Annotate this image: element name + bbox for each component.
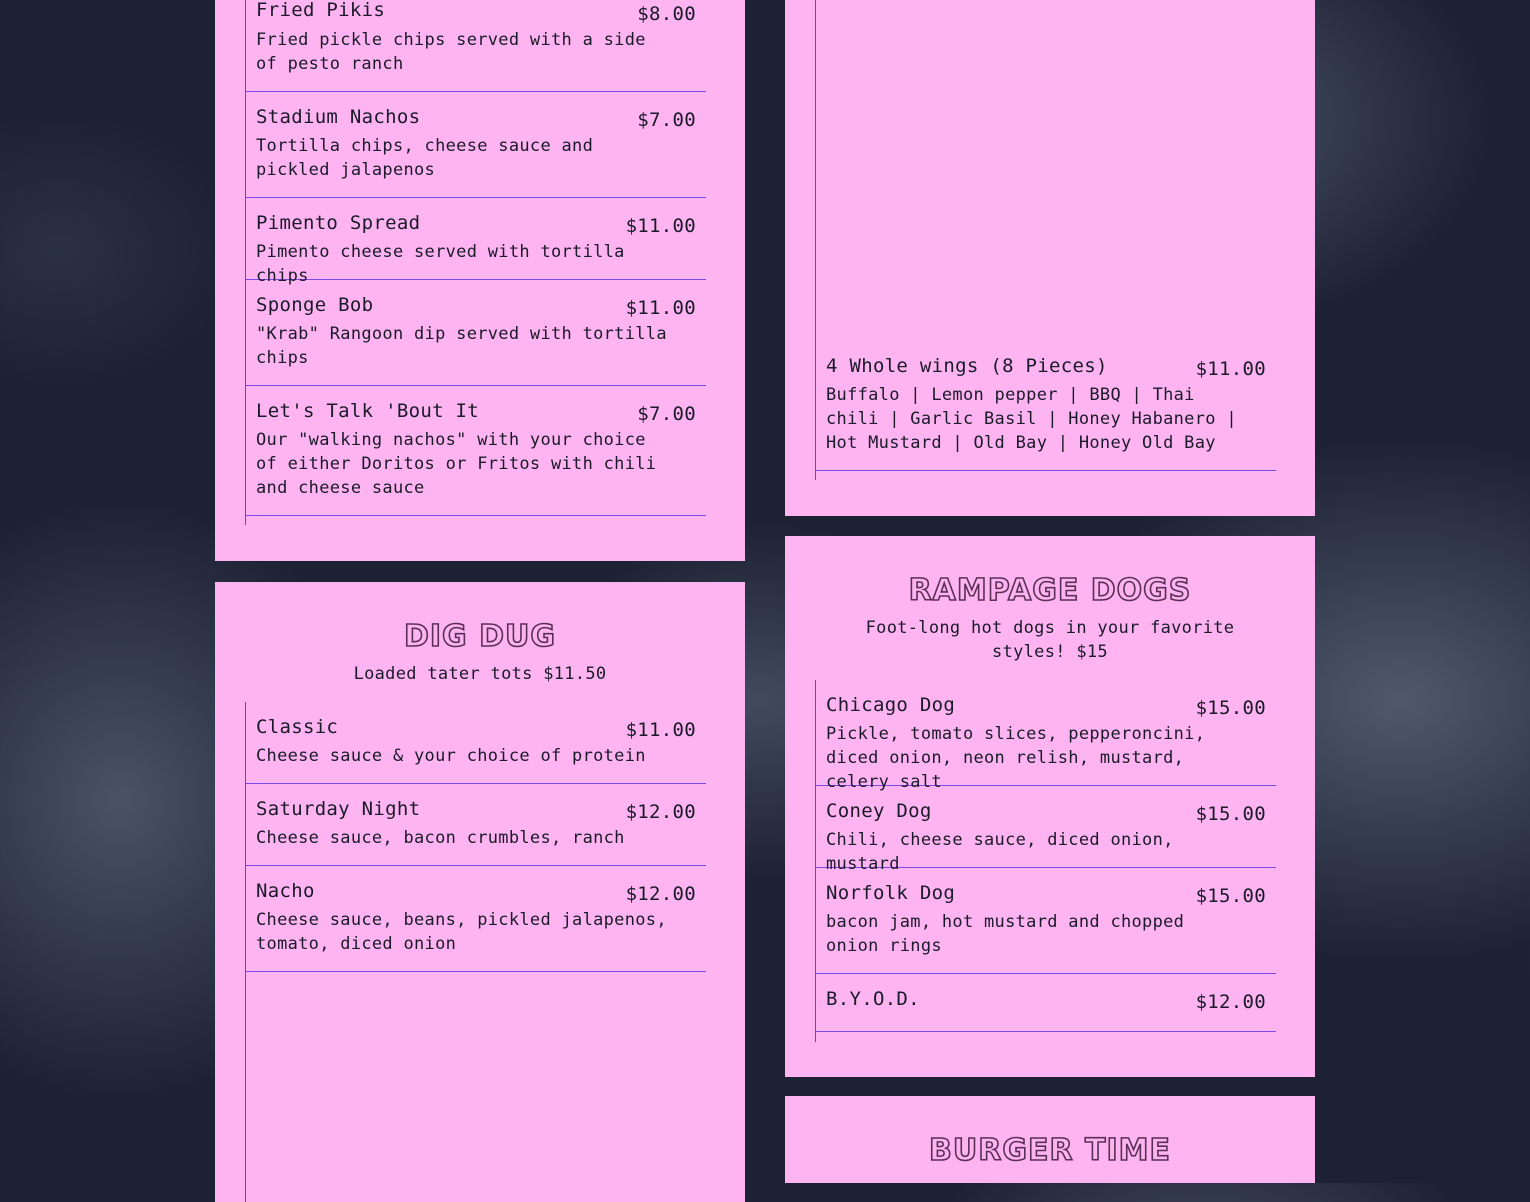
item-desc: Cheese sauce & your choice of protein — [256, 746, 646, 766]
menu-item — [246, 386, 706, 516]
item-desc: Pimento cheese served with tortilla chips — [256, 242, 625, 286]
section-subtitle: Loaded tater tots $11.50 — [353, 664, 607, 684]
dig-dug-list — [245, 702, 706, 1202]
item-desc: "Krab" Rangoon dip served with tortilla chips — [256, 324, 667, 368]
menu-item — [816, 341, 1276, 471]
item-price: $12.00 — [625, 883, 696, 905]
wings-card — [785, 0, 1315, 516]
item-name: 4 Whole wings (8 Pieces) — [826, 355, 1108, 377]
menu-item — [246, 198, 706, 286]
item-price: $15.00 — [1195, 697, 1266, 719]
item-price: $15.00 — [1195, 885, 1266, 907]
item-name: Chicago Dog — [826, 694, 956, 716]
item-desc: Tortilla chips, cheese sauce and pickled jalapenos — [256, 136, 594, 180]
item-name: B.Y.O.D. — [826, 988, 920, 1010]
starters-card — [215, 0, 745, 561]
item-price: $11.00 — [625, 719, 696, 741]
item-desc: Buffalo | Lemon pepper | BBQ | Thai chili | Garlic Basil | Honey Habanero | Hot Mustard | Old Bay | Honey Old Bay — [826, 385, 1237, 453]
item-desc: Chili, cheese sauce, diced onion, mustard — [826, 830, 1174, 874]
item-price: $7.00 — [637, 109, 696, 131]
item-desc: Fried pickle chips served with a side of pesto ranch — [256, 30, 646, 74]
item-name: Norfolk Dog — [826, 882, 956, 904]
item-name: Fried Pikis — [256, 0, 386, 21]
menu-item — [246, 280, 706, 386]
item-name: Classic — [256, 716, 339, 738]
item-price: $11.00 — [625, 215, 696, 237]
item-name: Saturday Night — [256, 798, 421, 820]
menu-item — [246, 866, 706, 972]
item-name: Stadium Nachos — [256, 106, 421, 128]
menu-item — [816, 868, 1276, 974]
item-price: $12.00 — [1195, 991, 1266, 1013]
item-price: $8.00 — [637, 3, 696, 25]
item-name: Sponge Bob — [256, 294, 374, 316]
item-desc: Pickle, tomato slices, pepperoncini, diced onion, neon relish, mustard, celery salt — [826, 724, 1206, 792]
item-desc: Cheese sauce, bacon crumbles, ranch — [256, 828, 625, 848]
wings-list — [815, 0, 1276, 480]
menu-item — [816, 680, 1276, 792]
menu-item — [816, 786, 1276, 874]
menu-item — [246, 784, 706, 866]
menu-item — [246, 702, 706, 784]
section-subtitle: Foot-long hot dogs in your favorite styles! $15 — [865, 618, 1235, 662]
item-desc: Our "walking nachos" with your choice of either Doritos or Fritos with chili and cheese sauce — [256, 430, 657, 498]
item-desc: Cheese sauce, beans, pickled jalapenos, tomato, diced onion — [256, 910, 667, 954]
menu-item — [246, 0, 706, 92]
burger-time-card — [785, 1096, 1315, 1183]
rampage-dogs-list — [815, 680, 1276, 1042]
section-title: RAMPAGE DOGS — [908, 573, 1192, 608]
item-name: Coney Dog — [826, 800, 932, 822]
dig-dug-card — [215, 582, 745, 1202]
rampage-dogs-card — [785, 536, 1315, 1077]
item-name: Nacho — [256, 880, 315, 902]
item-name: Pimento Spread — [256, 212, 421, 234]
item-price: $7.00 — [637, 403, 696, 425]
menu-item — [816, 974, 1276, 1032]
item-desc: bacon jam, hot mustard and chopped onion rings — [826, 912, 1185, 956]
section-title: BURGER TIME — [929, 1133, 1171, 1168]
item-price: $12.00 — [625, 801, 696, 823]
item-price: $15.00 — [1195, 803, 1266, 825]
menu-item — [246, 92, 706, 198]
starters-list — [245, 0, 706, 525]
section-title: DIG DUG — [403, 619, 557, 654]
item-price: $11.00 — [1195, 358, 1266, 380]
item-name: Let's Talk 'Bout It — [256, 400, 480, 422]
item-price: $11.00 — [625, 297, 696, 319]
